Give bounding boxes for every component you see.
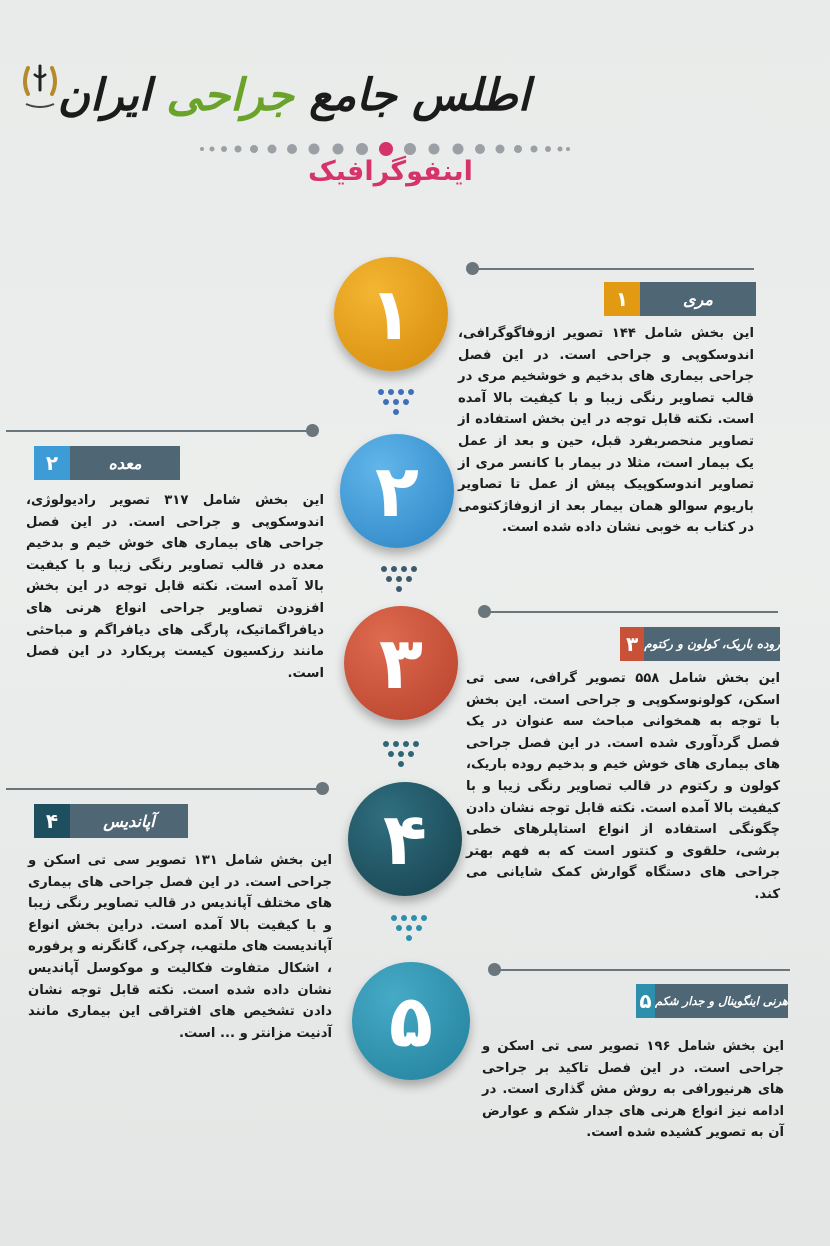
page-title: اطلس جامع جراحی ایران	[57, 70, 530, 121]
section-5-title: هرنی اینگوینال و جدار شکم	[655, 984, 788, 1018]
section-4-label	[34, 804, 188, 838]
section-3-label	[620, 627, 780, 661]
section-4-line-knob	[316, 782, 329, 795]
section-3-title: روده باریک، کولون و رکتوم	[644, 627, 780, 661]
title-dots-divider	[198, 142, 570, 156]
section-5-text: این بخش شامل ۱۹۶ تصویر سی تی اسکن و جراحی است. در این فصل تاکید بر جراحی های هرنیورافی به روش مش گذاری است. در ادامه نیز انواع هرنی های جدار شکم و عوارض آن به تصویر کشیده شده است.	[482, 1039, 784, 1141]
section-2-badge: ۲	[34, 446, 70, 480]
section-5-badge: ۵	[636, 984, 655, 1018]
section-2-line	[6, 430, 310, 432]
section-2-text: این بخش شامل ۳۱۷ تصویر رادیولوژی، اندوسکوپی و جراحی است. در این فصل جراحی های بیماری های خوش خیم و بدخیم معده در قالب تصاویر رنگی زیبا و با کیفیت بالا آمده است. نکته قابل توجه در این بخش افزودن تصاویر جراحی انواع هرنی های دیافراگماتیک، پارگی های دیافراگم و مباحثی مانند رزکسیون کیست پریکارد در این فصل است.	[26, 493, 324, 681]
section-1-badge: ۱	[604, 282, 640, 316]
section-4-text: این بخش شامل ۱۳۱ تصویر سی تی اسکن و جراحی است. در این فصل جراحی های بیماری های مختلف آپاندیس در قالب تصاویر رنگی زیبا و با کیفیت بالا آمده است. دراین بخش انواع آپاندیست های ملتهب، چرکی، گانگرنه و پرفوره ، اشکال متفاوت فکالیت و موکوسل آپاندیس نشان داده شده است. نکته قابل توجه نشان دادن تشخیص های افتراقی این بیماری مانند آدنیت مزانتر و ... است.	[28, 853, 332, 1041]
section-4-number-circle: ۴	[348, 782, 462, 896]
page-subtitle: اینفوگرافیک	[308, 156, 473, 187]
section-3-text: این بخش شامل ۵۵۸ تصویر گرافی، سی تی اسکن، کولونوسکوپی و جراحی است. این بخش با توجه به همخوانی مباحث سه عنوان در یک فصل گردآوری شده است. در این فصل جراحی های بیماری های خوش خیم و بدخیم روده باریک، کولون و رکتوم در قالب تصاویر رنگی زیبا و با کیفیت بالا آمده است. نکته قابل توجه نشان دادن چگونگی استفاده از انواع استاپلرهای خطی برشی، حلقوی و کنتور است که به فهم بهتر جراحی های دستگاه گوارش کمک شایانی می کند.	[466, 671, 781, 902]
title-highlight: جراحی	[166, 70, 294, 121]
section-5-number-circle: ۵	[352, 962, 470, 1080]
section-5-line	[498, 969, 790, 971]
connector-dots-icon	[388, 912, 428, 942]
section-2-title: معده	[70, 446, 180, 480]
section-4-badge: ۴	[34, 804, 70, 838]
section-3-badge: ۳	[620, 627, 644, 661]
connector-dots-icon	[375, 386, 415, 416]
publisher-logo-icon	[18, 60, 62, 114]
section-1-line	[476, 268, 754, 270]
section-1-title: مری	[640, 282, 756, 316]
section-4-line	[6, 788, 320, 790]
section-5-label	[636, 984, 788, 1018]
section-1-text: این بخش شامل ۱۴۴ تصویر ازوفاگوگرافی، اندوسکوپی و جراحی است. در این فصل جراحی بیماری های بدخیم و خوشخیم مری در قالب تصاویر رنگی زیبا و با کیفیت بالا آمده است. نکته قابل توجه در این بخش استفاده از تصاویر منحصربفرد قبل، حین و بعد از عمل یک بیمار است، مثلا در بیمار با کانسر مری از تصاویر اندوسکوپیک پیش از عمل تا تصاویر باریوم سوالو همان بیمار بعد از ازوفاژکتومی در کتاب به خوبی نشان داده شده است.	[458, 326, 754, 536]
section-2-label	[34, 446, 180, 480]
section-2-line-knob	[306, 424, 319, 437]
section-4-title: آپاندیس	[70, 804, 188, 838]
connector-dots-icon	[378, 563, 418, 593]
section-3-line	[488, 611, 778, 613]
section-1-label	[604, 282, 756, 316]
section-3-number-circle: ۳	[344, 606, 458, 720]
connector-dots-icon	[380, 738, 420, 768]
section-1-number-circle: ۱	[334, 257, 448, 371]
section-2-number-circle: ۲	[340, 434, 454, 548]
